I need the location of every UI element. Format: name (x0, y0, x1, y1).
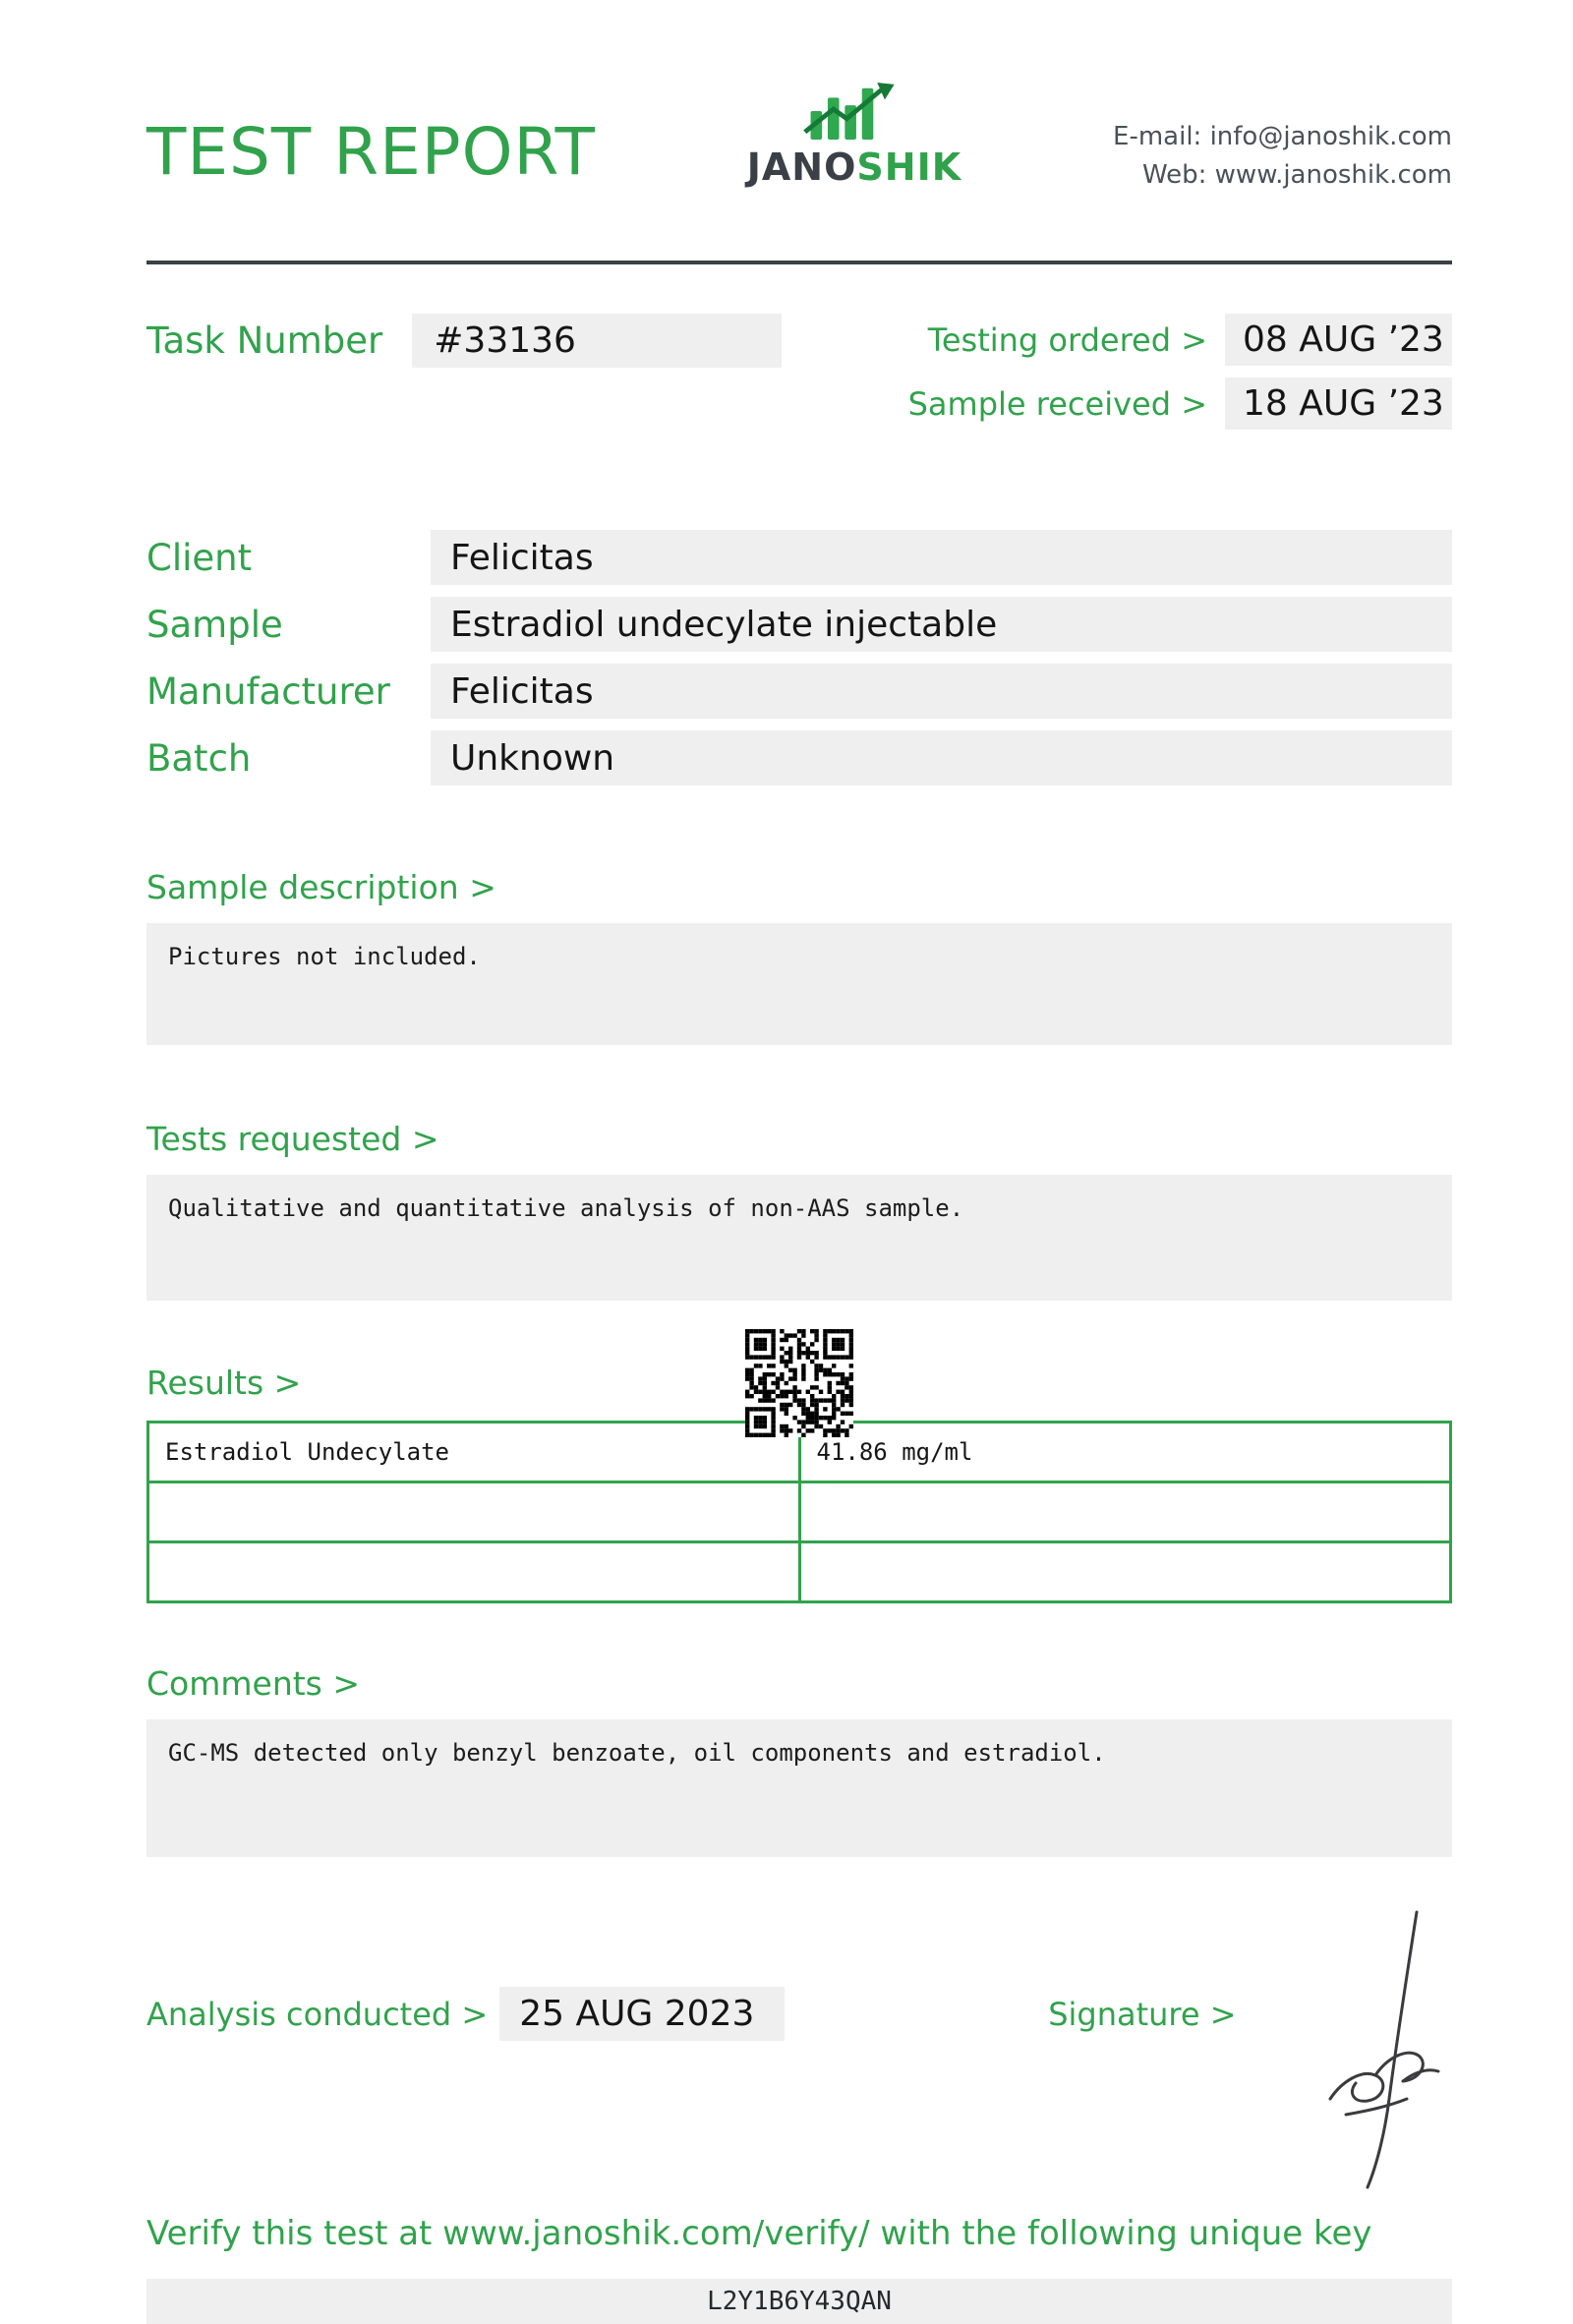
web-line: Web: www.janoshik.com (1141, 160, 1452, 190)
sample-description-heading: Sample description > (146, 868, 496, 906)
analyte-cell-empty (148, 1482, 800, 1542)
tests-requested-box: Qualitative and quantitative analysis of non-AAS sample. (146, 1175, 1452, 1301)
sample-description-section (146, 868, 1452, 1045)
janoshik-logo (747, 79, 961, 189)
result-cell-empty (799, 1542, 1451, 1602)
testing-ordered-label: Testing ordered > (927, 320, 1207, 359)
qr-code-icon (745, 1329, 853, 1437)
tests-requested-section (146, 1120, 1452, 1301)
sample-description-box: Pictures not included. (146, 923, 1452, 1045)
page-title: TEST REPORT (146, 114, 596, 190)
sample-received-date: 18 AUG ’23 (1225, 378, 1452, 430)
analyte-cell: Estradiol Undecylate (148, 1423, 800, 1482)
sample-received-label: Sample received > (907, 384, 1207, 423)
info-row-batch (146, 730, 1452, 785)
analysis-date: 25 AUG 2023 (499, 1987, 785, 2041)
analysis-conducted-label: Analysis conducted > (146, 1995, 489, 2033)
results-row-3 (148, 1542, 1451, 1602)
signature-label: Signature > (1048, 1995, 1237, 2033)
header-rule (146, 261, 1452, 264)
results-table (146, 1421, 1452, 1603)
analyte-cell-empty (148, 1542, 800, 1602)
testing-ordered-date: 08 AUG ’23 (1225, 314, 1452, 366)
batch-value: Unknown (431, 730, 1452, 785)
client-value: Felicitas (431, 530, 1452, 585)
task-section (146, 314, 1452, 430)
tests-requested-heading: Tests requested > (146, 1120, 439, 1158)
results-row-2 (148, 1482, 1451, 1542)
sample-value: Estradiol undecylate injectable (431, 597, 1452, 652)
client-label: Client (146, 536, 253, 579)
info-row-sample (146, 597, 1452, 652)
task-number-value: #33136 (412, 314, 782, 368)
testing-ordered-row (928, 314, 1452, 366)
task-number-label: Task Number (146, 320, 383, 362)
dates-group (908, 314, 1452, 430)
result-cell-empty (799, 1482, 1451, 1542)
manufacturer-value: Felicitas (431, 664, 1452, 719)
logo-wordmark (747, 147, 961, 189)
sample-label: Sample (146, 603, 283, 646)
task-number-group (146, 314, 782, 368)
result-cell: 41.86 mg/ml (799, 1423, 1451, 1482)
contact-info (1113, 118, 1452, 195)
logo-wordmark-dark: JANO (746, 145, 857, 189)
handwritten-signature-icon (1297, 1906, 1452, 2193)
manufacturer-label: Manufacturer (146, 669, 390, 713)
sample-info-section (146, 530, 1452, 785)
sample-received-row (908, 378, 1452, 430)
test-report-page (146, 0, 1452, 2324)
logo-wordmark-green: SHIK (856, 145, 962, 189)
bar-chart-logo-icon (797, 79, 911, 145)
unique-key: L2Y1B6Y43QAN (146, 2279, 1452, 2324)
info-row-client (146, 530, 1452, 585)
email-line: E-mail: info@janoshik.com (1113, 122, 1452, 151)
comments-box: GC-MS detected only benzyl benzoate, oil components and estradiol. (146, 1719, 1452, 1857)
report-header (146, 0, 1452, 261)
comments-heading: Comments > (146, 1664, 361, 1703)
comments-section (146, 1664, 1452, 1857)
results-heading: Results > (146, 1364, 302, 1402)
results-section (146, 1364, 1452, 1603)
batch-label: Batch (146, 736, 252, 780)
info-row-manufacturer (146, 664, 1452, 719)
analysis-signature-row (146, 1987, 1452, 2041)
verify-instruction: Verify this test at www.janoshik.com/verify/ with the following unique key (146, 2214, 1372, 2253)
